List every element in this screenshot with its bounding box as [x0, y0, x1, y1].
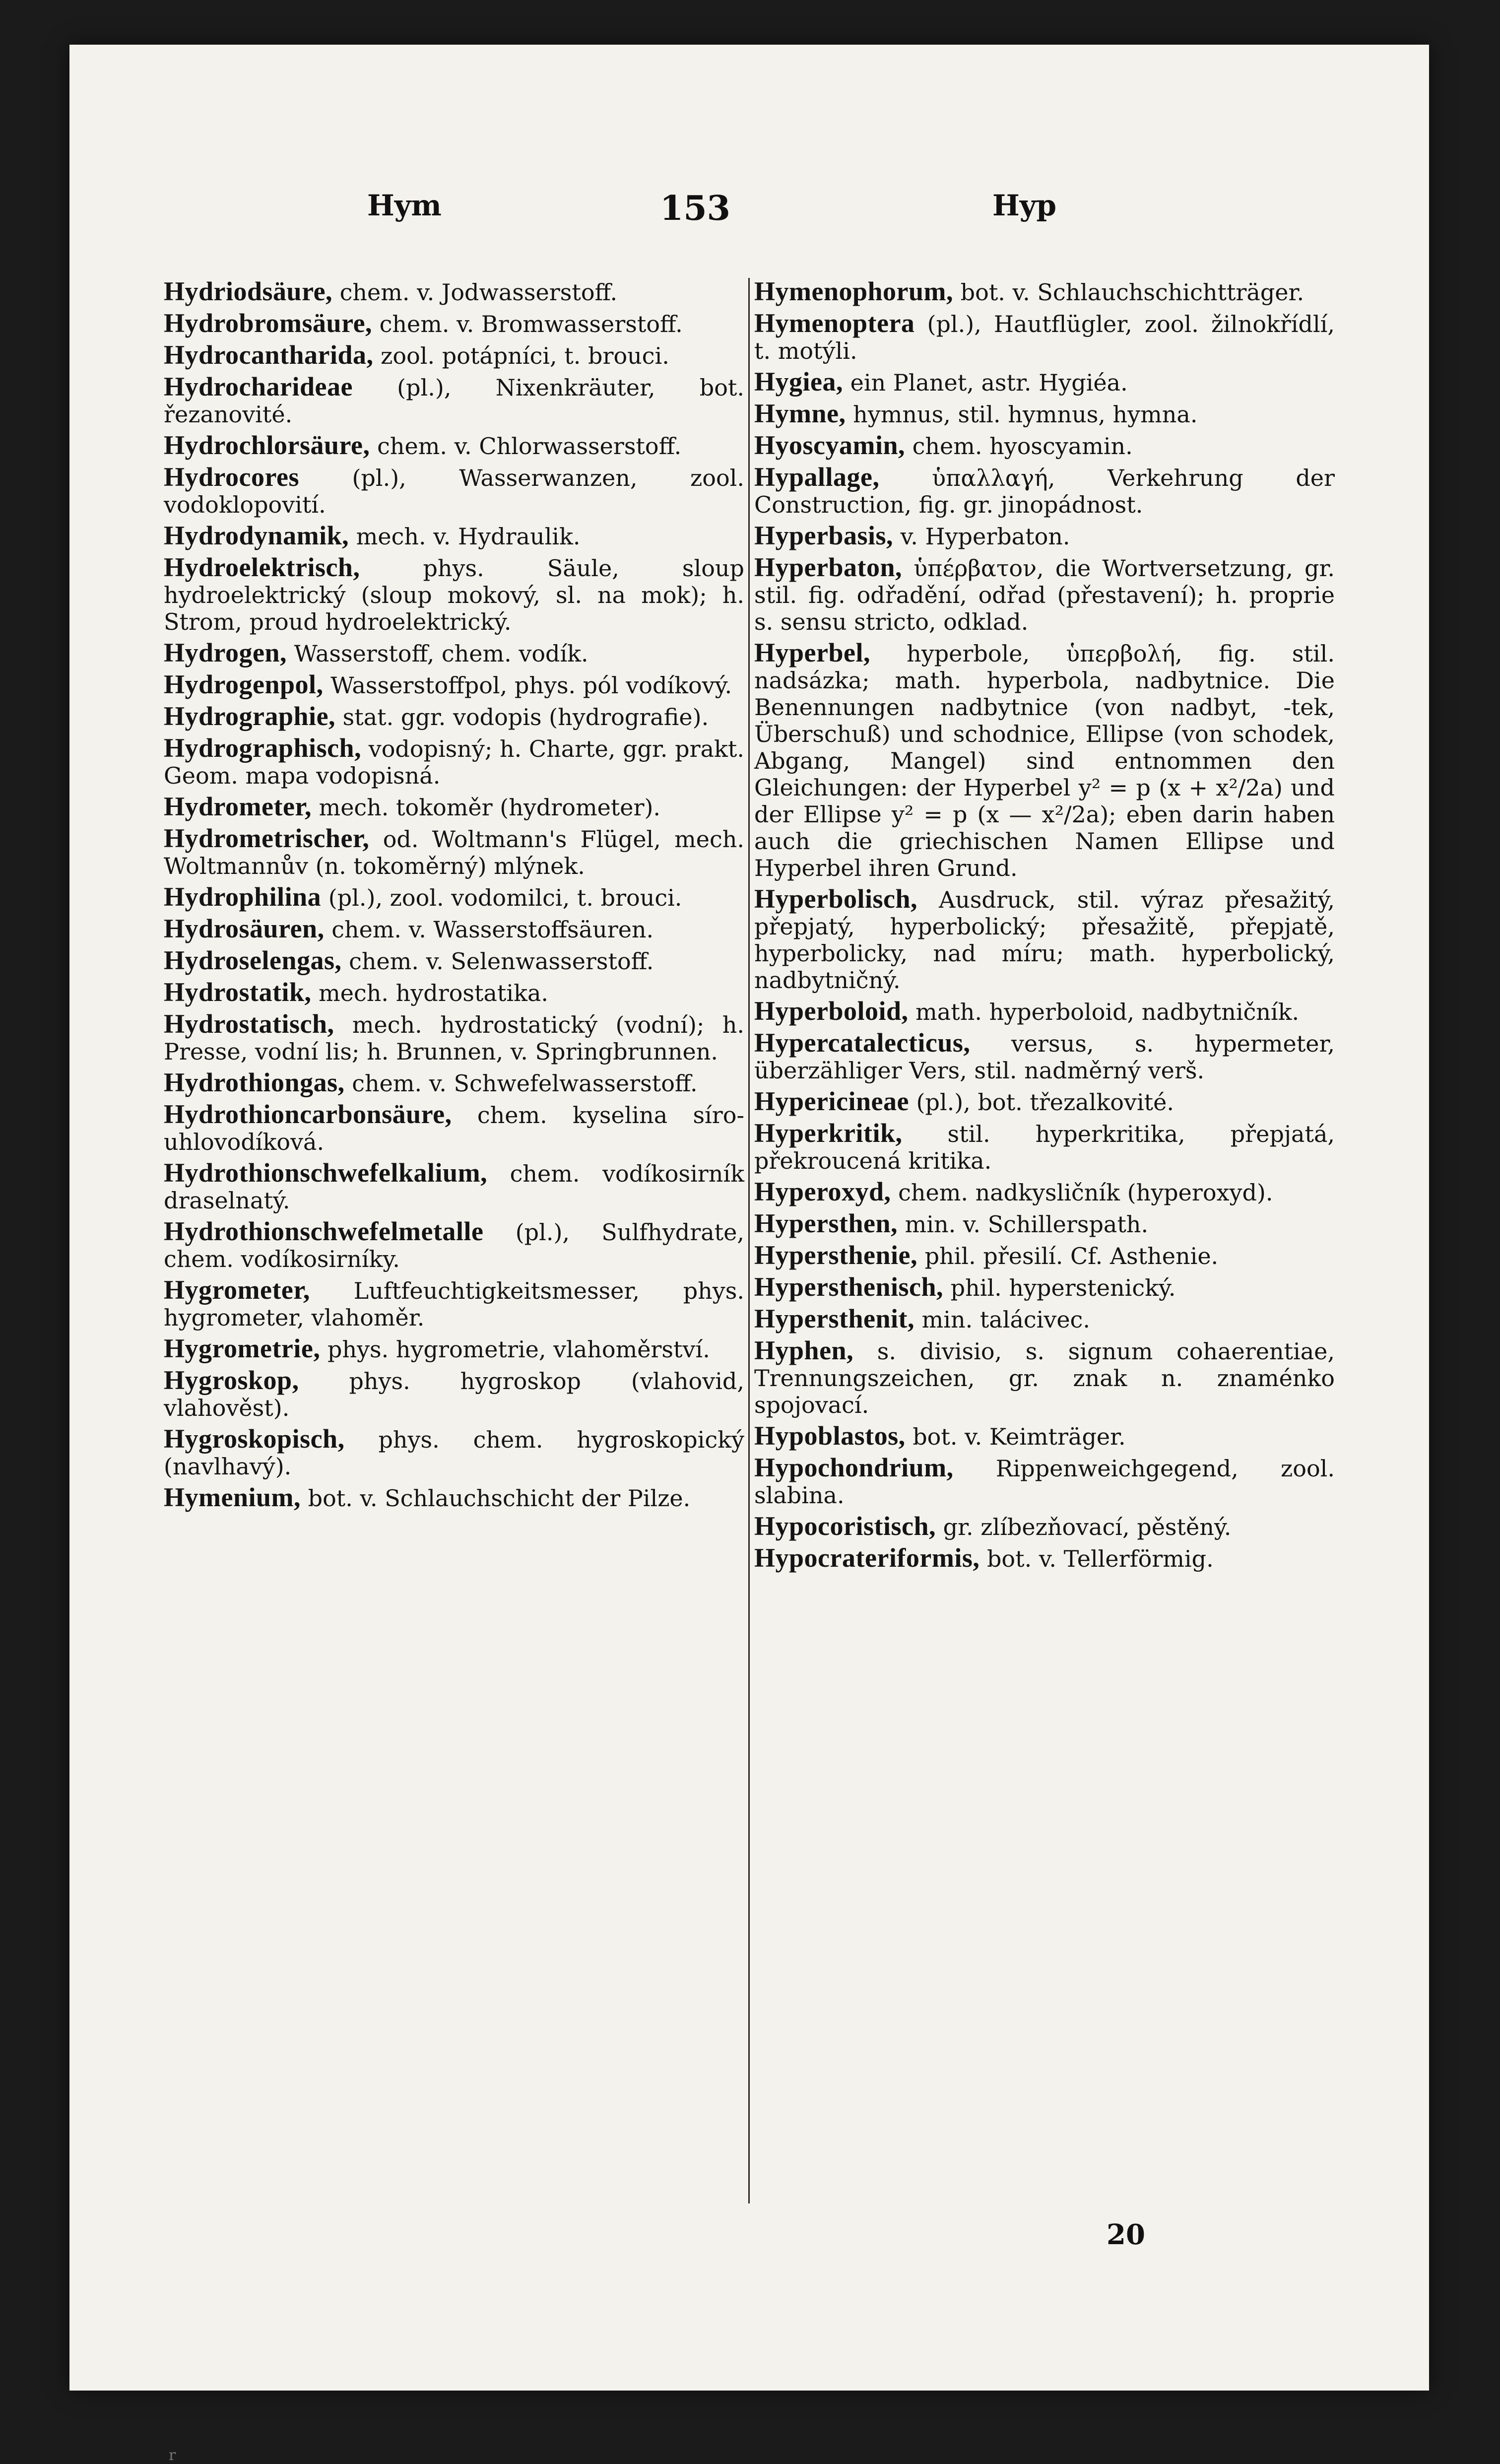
- entry-headword: Hydrothionschwefelmetalle: [164, 1216, 484, 1246]
- entry-headword: Hydrothiongas,: [164, 1067, 345, 1097]
- dictionary-entry: [164, 825, 744, 879]
- entry-definition: phil. hyperstenický.: [950, 1274, 1176, 1301]
- entry-definition: bot. v. Keimträger.: [913, 1423, 1126, 1450]
- entry-headword: Hypocoristisch,: [754, 1511, 936, 1541]
- entry-headword: Hydrometrischer,: [164, 823, 370, 853]
- dictionary-entry: [754, 1120, 1335, 1174]
- dictionary-entry: [754, 1422, 1335, 1450]
- dictionary-entry: [164, 522, 744, 550]
- entry-headword: Hymenoptera: [754, 308, 915, 338]
- entry-headword: Hyperbolisch,: [754, 884, 918, 914]
- dictionary-entry: [164, 1276, 744, 1331]
- entry-headword: Hypochondrium,: [754, 1453, 954, 1482]
- dictionary-entry: [164, 734, 744, 789]
- dictionary-entry: [164, 671, 744, 699]
- entry-definition: bot. v. Tellerförmig.: [986, 1545, 1214, 1572]
- entry-definition: phil. přesilí. Cf. Asthenie.: [924, 1243, 1219, 1269]
- dictionary-entry: [164, 310, 744, 337]
- entry-definition: (pl.), Sulfhydrate, chem. vodíkosirníky.: [164, 1219, 744, 1272]
- dictionary-entry: [754, 885, 1335, 994]
- entry-definition: phys. Säule, sloup hydroelektrický (sloup mokový, sl. na mok); h. Strom, proud hydroelektrický.: [164, 555, 744, 635]
- dictionary-entry: [164, 432, 744, 460]
- entry-headword: Hyperboloid,: [754, 996, 909, 1026]
- dictionary-entry: [754, 1337, 1335, 1418]
- entry-definition: gr. zlíbezňovací, pěstěný.: [943, 1514, 1232, 1540]
- entry-definition: phys. hygrometrie, vlahoměrství.: [327, 1336, 710, 1363]
- running-head: [69, 189, 1429, 233]
- entry-headword: Hyperbasis,: [754, 521, 894, 550]
- entry-headword: Hyperbel,: [754, 638, 870, 667]
- entry-headword: Hypericineae: [754, 1086, 909, 1116]
- dictionary-entry: [164, 1159, 744, 1214]
- dictionary-entry: [754, 1544, 1335, 1572]
- entry-headword: Hygrometrie,: [164, 1333, 321, 1363]
- entry-headword: Hypersthenisch,: [754, 1272, 944, 1302]
- entry-headword: Hymenophorum,: [754, 276, 954, 306]
- entry-headword: Hypersthenit,: [754, 1304, 914, 1333]
- entry-definition: versus, s. hypermeter, überzähliger Vers, stil. nadměrný verš.: [754, 1030, 1335, 1084]
- entry-headword: Hyphen,: [754, 1335, 854, 1365]
- dictionary-entry: [164, 1218, 744, 1272]
- dictionary-entry: [164, 703, 744, 731]
- dictionary-entry: [754, 1178, 1335, 1206]
- entry-definition: stat. ggr. vodopis (hydrografie).: [342, 704, 709, 731]
- entry-definition: s. divisio, s. signum cohaerentiae, Trennungszeichen, gr. znak n. znaménko spojovací.: [754, 1338, 1335, 1418]
- entry-definition: ein Planet, astr. Hygiéa.: [850, 369, 1128, 396]
- dictionary-entry: [164, 979, 744, 1006]
- dictionary-entry: [164, 915, 744, 943]
- entry-definition: Ausdruck, stil. výraz přesažitý, přepjatý, hyperbolický; přesažitě, přepjatě, hyperbolicky, nad míru; math. hyperbolický, nadbytničný.: [754, 886, 1335, 994]
- dictionary-entry: [754, 464, 1335, 518]
- dictionary-entry: [164, 1101, 744, 1155]
- dictionary-entry: [164, 1335, 744, 1363]
- entry-definition: hyperbole, ὑπερβολή, fig. stil. nadsázka; math. hyperbola, nadbytnice. Die Benennungen nadbytnice (von nadbyt, -tek, Überschuß) und schodnice, Ellipse (von schodek, Abgang, Mangel) sind entnommen den Gleichungen: der Hyperbel y² = p (x + x²/2a) und der Ellipse y² = p (x — x²/2a); eben darin haben auch die griechischen Namen Ellipse und Hyperbel ihren Grund.: [754, 640, 1335, 881]
- dictionary-entry: [164, 947, 744, 975]
- entry-definition: ὑπαλλαγή, Verkehrung der Construction, fig. gr. jinopádnost.: [754, 465, 1335, 518]
- entry-headword: Hyperkritik,: [754, 1118, 903, 1148]
- dictionary-entry: [754, 1513, 1335, 1540]
- entry-headword: Hyoscyamin,: [754, 430, 906, 460]
- dictionary-entry: [164, 883, 744, 911]
- entry-headword: Hyperoxyd,: [754, 1177, 891, 1206]
- entry-definition: chem. vodíkosirník draselnatý.: [164, 1160, 744, 1214]
- entry-definition: Luftfeuchtigkeitsmesser, phys. hygrometer, vlahoměr.: [164, 1277, 744, 1331]
- dictionary-entry: [754, 1088, 1335, 1116]
- entry-definition: Rippenweichgegend, zool. slabina.: [754, 1455, 1335, 1509]
- dictionary-entry: [754, 278, 1335, 306]
- dictionary-entry: [754, 1273, 1335, 1301]
- dictionary-entry: [754, 310, 1335, 364]
- entry-headword: Hydrostatik,: [164, 977, 312, 1007]
- entry-definition: bot. v. Schlauchschichtträger.: [960, 279, 1304, 306]
- entry-headword: Hygiea,: [754, 367, 843, 397]
- dictionary-entry: [164, 554, 744, 635]
- left-column: [164, 278, 744, 1516]
- entry-headword: Hydrodynamik,: [164, 521, 349, 550]
- entry-definition: bot. v. Schlauchschicht der Pilze.: [308, 1485, 691, 1512]
- entry-definition: chem. v. Jodwasserstoff.: [339, 279, 618, 306]
- entry-headword: Hydrocharideae: [164, 372, 353, 401]
- entry-definition: stil. hyperkritika, přepjatá, překroucená kritika.: [754, 1121, 1335, 1174]
- entry-definition: mech. v. Hydraulik.: [356, 523, 581, 550]
- dictionary-entry: [164, 793, 744, 821]
- dictionary-entry: [754, 639, 1335, 881]
- entry-definition: chem. nadkysličník (hyperoxyd).: [898, 1179, 1273, 1206]
- dictionary-entry: [164, 341, 744, 369]
- entry-definition: ὑπέρβατον, die Wortversetzung, gr. stil. fig. odřadění, odřad (přestavení); h. proprie s. sensu stricto, odklad.: [754, 555, 1335, 635]
- dictionary-entry: [164, 464, 744, 518]
- entry-definition: chem. hyoscyamin.: [912, 433, 1133, 460]
- entry-headword: Hydrobromsäure,: [164, 308, 373, 338]
- dictionary-entry: [164, 1484, 744, 1512]
- entry-definition: math. hyperboloid, nadbytničník.: [915, 999, 1300, 1025]
- entry-definition: chem. kyselina síro-uhlovodíková.: [164, 1102, 744, 1155]
- entry-headword: Hydroelektrisch,: [164, 552, 360, 582]
- entry-definition: (pl.), Nixenkräuter, bot. řezanovité.: [164, 374, 744, 428]
- entry-definition: zool. potápníci, t. brouci.: [381, 342, 669, 369]
- dictionary-entry: [164, 1367, 744, 1421]
- entry-headword: Hypersthenie,: [754, 1240, 917, 1270]
- entry-headword: Hygrometer,: [164, 1275, 310, 1305]
- entry-definition: (pl.), zool. vodomilci, t. brouci.: [328, 884, 682, 911]
- running-head-left: Hym: [367, 189, 442, 222]
- entry-definition: (pl.), bot. třezalkovité.: [916, 1089, 1174, 1116]
- entry-headword: Hygroskop,: [164, 1365, 299, 1395]
- dictionary-entry: [754, 1029, 1335, 1084]
- entry-definition: chem. v. Bromwasserstoff.: [379, 311, 683, 337]
- entry-headword: Hydrogenpol,: [164, 669, 324, 699]
- dictionary-entry: [164, 1010, 744, 1065]
- dictionary-entry: [164, 1069, 744, 1097]
- entry-headword: Hydrographisch,: [164, 733, 362, 763]
- entry-headword: Hymenium,: [164, 1482, 301, 1512]
- entry-headword: Hypercatalecticus,: [754, 1028, 971, 1058]
- dictionary-entry: [754, 1454, 1335, 1509]
- entry-definition: chem. v. Chlorwasserstoff.: [377, 433, 682, 460]
- running-head-right: Hyp: [992, 189, 1057, 222]
- entry-definition: chem. v. Schwefelwasserstoff.: [352, 1070, 698, 1097]
- entry-headword: Hydrothionschwefelkalium,: [164, 1158, 488, 1188]
- dictionary-entry: [754, 368, 1335, 396]
- entry-definition: chem. v. Selenwasserstoff.: [349, 948, 654, 975]
- dictionary-entry: [164, 373, 744, 428]
- entry-headword: Hyperbaton,: [754, 552, 903, 582]
- entry-definition: Wasserstoffpol, phys. pól vodíkový.: [330, 672, 732, 699]
- dictionary-entry: [164, 639, 744, 667]
- right-column: [754, 278, 1335, 1576]
- entry-definition: mech. hydrostatika.: [319, 980, 549, 1006]
- entry-definition: (pl.), Wasserwanzen, zool. vodoklopovití.: [164, 465, 744, 518]
- dictionary-entry: [164, 1425, 744, 1480]
- entry-definition: phys. chem. hygroskopický (navlhavý).: [164, 1426, 744, 1480]
- entry-headword: Hygroskopisch,: [164, 1424, 345, 1454]
- dictionary-entry: [754, 998, 1335, 1025]
- entry-headword: Hydrostatisch,: [164, 1009, 334, 1039]
- entry-headword: Hydroselengas,: [164, 945, 342, 975]
- page-number-top: 153: [660, 189, 730, 228]
- entry-headword: Hypoblastos,: [754, 1421, 906, 1451]
- entry-headword: Hydrogen,: [164, 638, 287, 667]
- entry-definition: min. v. Schillerspath.: [905, 1211, 1149, 1238]
- book-page: [69, 45, 1429, 2464]
- dictionary-entry: [164, 278, 744, 306]
- dictionary-entry: [754, 1242, 1335, 1269]
- entry-definition: od. Woltmann's Flügel, mech. Woltmannův (n. tokoměrný) mlýnek.: [164, 826, 745, 879]
- entry-headword: Hydrocores: [164, 462, 299, 492]
- entry-definition: min. talácivec.: [921, 1306, 1090, 1333]
- entry-definition: vodopisný; h. Charte, ggr. prakt. Geom. mapa vodopisná.: [164, 735, 744, 789]
- edge-mark: r: [169, 2447, 176, 2464]
- entry-headword: Hypocrateriformis,: [754, 1543, 980, 1573]
- dictionary-entry: [754, 400, 1335, 428]
- entry-definition: chem. v. Wasserstoffsäuren.: [331, 916, 654, 943]
- entry-headword: Hypallage,: [754, 462, 880, 492]
- entry-definition: mech. tokoměr (hydrometer).: [319, 794, 661, 821]
- entry-definition: v. Hyperbaton.: [900, 523, 1070, 550]
- dictionary-entry: [754, 522, 1335, 550]
- entry-headword: Hydrophilina: [164, 882, 322, 912]
- entry-headword: Hypersthen,: [754, 1208, 898, 1238]
- column-divider: [748, 278, 750, 2203]
- entry-headword: Hydrosäuren,: [164, 914, 325, 943]
- entry-headword: Hydrographie,: [164, 701, 336, 731]
- entry-headword: Hymne,: [754, 399, 846, 428]
- entry-definition: Wasserstoff, chem. vodík.: [294, 640, 588, 667]
- entry-definition: (pl.), Hautflügler, zool. žilnokřídlí, t. motýli.: [754, 311, 1335, 364]
- entry-headword: Hydriodsäure,: [164, 276, 333, 306]
- entry-headword: Hydrochlorsäure,: [164, 430, 370, 460]
- entry-definition: hymnus, stil. hymnus, hymna.: [853, 401, 1198, 428]
- entry-headword: Hydrothioncarbonsäure,: [164, 1099, 452, 1129]
- dictionary-entry: [754, 432, 1335, 460]
- signature-mark: 20: [1107, 2218, 1145, 2251]
- entry-headword: Hydrocantharida,: [164, 340, 374, 370]
- dictionary-entry: [754, 1210, 1335, 1238]
- entry-definition: phys. hygroskop (vlahovid, vlahověst).: [164, 1368, 744, 1421]
- dictionary-entry: [754, 1305, 1335, 1333]
- entry-headword: Hydrometer,: [164, 792, 312, 821]
- entry-definition: mech. hydrostatický (vodní); h. Presse, vodní lis; h. Brunnen, v. Springbrunnen.: [164, 1011, 744, 1065]
- dictionary-entry: [754, 554, 1335, 635]
